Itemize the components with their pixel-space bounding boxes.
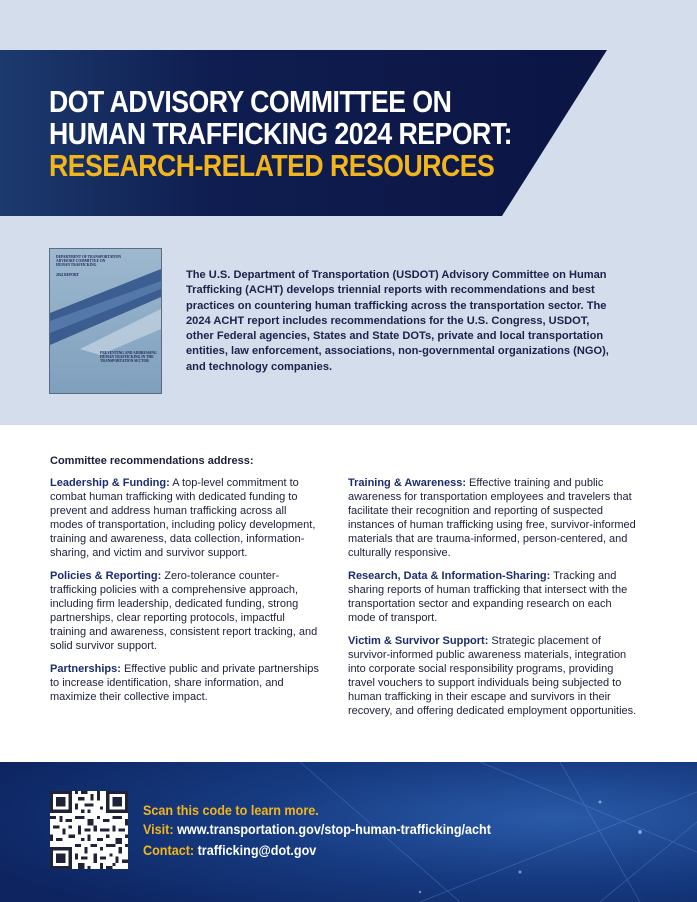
title-line-3: RESEARCH-RELATED RESOURCES (49, 148, 495, 183)
recommendation-text: A top-level commitment to combat human trafficking with dedicated funding to prevent and address human trafficking across all modes of transportation, including policy development, training and awareness, data collection, information-sharing, and victim and survivor support. (50, 477, 316, 559)
cover-org-line-1: DEPARTMENT OF TRANSPORTATION (56, 255, 121, 259)
cover-subtitle-line-1: PREVENTING AND ADDRESSING (100, 351, 157, 355)
header-section (0, 0, 697, 425)
cover-subtitle (100, 351, 157, 364)
cover-org-line-2: ADVISORY COMMITTEE ON (56, 259, 106, 264)
cover-graphic (50, 249, 161, 393)
recommendation-title: Training & Awareness: (348, 477, 466, 489)
contact-label: Contact: (143, 842, 195, 858)
recommendation-research-data (348, 569, 638, 625)
visit-line (143, 820, 491, 838)
recommendation-text: Effective training and public awareness for transportation employees and travelers that facilitate their recognition and reporting of suspected instances of human trafficking using free, survivor-informed materials that are trauma-informed, person-centered, and culturally responsive. (348, 477, 636, 559)
qr-code[interactable] (50, 791, 128, 869)
contact-email-link[interactable]: trafficking@dot.gov (197, 842, 317, 858)
recommendation-text: Strategic placement of survivor-informed public awareness materials, integration into corporate social responsibility programs, providing travel vouchers to support individuals being subjected to human trafficking in their escape and survivors in their recovery, and offering dedicated employment opportunities. (348, 635, 637, 717)
recommendation-text: Effective public and private partnerships to increase identification, share information, and maximize their collective impact. (50, 663, 319, 703)
recommendation-title: Victim & Survivor Support: (348, 635, 489, 647)
visit-label: Visit: (143, 821, 174, 837)
title-line-2: HUMAN TRAFFICKING 2024 REPORT: (49, 116, 512, 151)
page-title (49, 84, 512, 183)
intro-paragraph: The U.S. Department of Transportation (USDOT) Advisory Committee on Human Trafficking (ACHT) develops triennial reports with recommendations and best practices on countering human trafficking across the transportation sector. The 2024 ACHT report includes recommendations for the U.S. Congress, USDOT, other Federal agencies, States and State DOTs, private and local transportation entities, law enforcement, associations, non-governmental organizations (NGO), and technology companies. (186, 269, 609, 373)
scan-instruction (143, 801, 319, 819)
cover-subtitle-line-3: TRANSPORTATION SECTOR (100, 359, 149, 364)
recommendation-training-awareness (348, 476, 638, 560)
recommendation-victim-survivor-support (348, 634, 638, 718)
recommendations-heading: Committee recommendations address: (50, 455, 254, 467)
recommendation-text: Tracking and sharing reports of human trafficking that intersect with the transportation sector and expanding research on each mode of transport. (348, 570, 628, 624)
recommendation-leadership-funding (50, 476, 322, 560)
recommendations-right-column (348, 476, 638, 727)
contact-line (143, 841, 316, 859)
scan-text: Scan this code to learn more. (143, 802, 319, 818)
cover-org (56, 255, 121, 268)
cover-subtitle-line-2: HUMAN TRAFFICKING IN THE (100, 355, 154, 360)
cover-org-line-3: HUMAN TRAFFICKING (56, 263, 97, 268)
recommendation-title: Partnerships: (50, 663, 121, 675)
recommendation-partnerships (50, 662, 322, 704)
recommendation-title: Policies & Reporting: (50, 570, 162, 582)
recommendation-text: Zero-tolerance counter-trafficking policies with a comprehensive approach, including firm leadership, dedicated funding, strong partnerships, clear reporting protocols, impactful training and awareness, consistent report tracking, and solid survivor support. (50, 570, 318, 652)
recommendation-title: Leadership & Funding: (50, 477, 170, 489)
cover-report-label: 2024 REPORT (56, 273, 79, 277)
recommendation-title: Research, Data & Information-Sharing: (348, 570, 551, 582)
title-line-1: DOT ADVISORY COMMITTEE ON (49, 84, 452, 119)
recommendation-policies-reporting (50, 569, 322, 653)
visit-url-link[interactable]: www.transportation.gov/stop-human-trafficking/acht (177, 821, 491, 837)
recommendations-left-column (50, 476, 322, 713)
report-cover-image (49, 248, 162, 394)
